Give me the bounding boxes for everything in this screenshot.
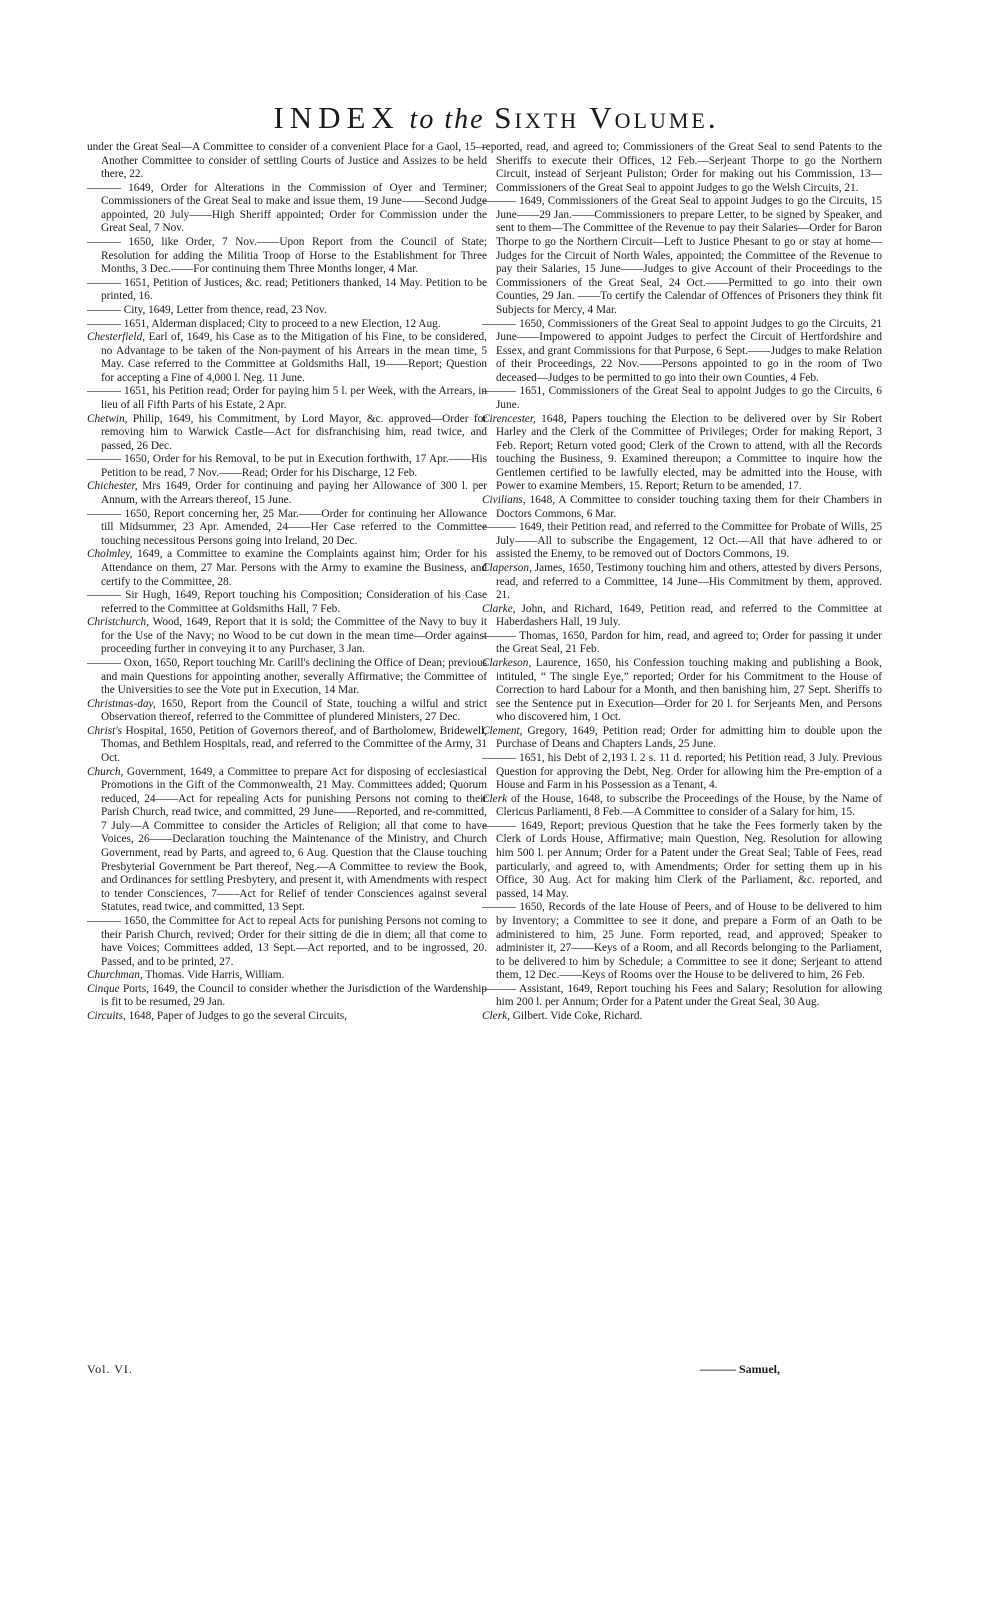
entry-headword: Cholmley, [87, 548, 133, 561]
entry-text: ——— 1650, Commissioners of the Great Seal to appoint Judges to go the Circuits, 21 June——Impowered to appoint Judges to perfect the Circuit of Hertfordshire and Essex, and grant Commissions for that Purpose, 6 Sept.——Judges to make Relation of their Proceedings, 22 Nov.——Persons appointed to go in the room of Two deceased—Judges to be permitted to go into their own Counties, 4 Feb. [482, 317, 882, 384]
to-the-text: to the [409, 104, 485, 135]
catchword: ——— Samuel, [700, 1362, 781, 1376]
entry-text: under the Great Seal—A Committee to consider of a convenient Place for a Gaol, 15—Another Committee to consider of settling Courts of Justice and Assizes to be held there, 22. [87, 141, 487, 181]
entry-text: ——— 1650, Order for his Removal, to be put in Execution forthwith, 17 Apr.——His Petition to be read, 7 Nov.——Read; Order for his Discharge, 12 Feb. [87, 453, 487, 479]
index-entry [482, 318, 882, 386]
entry-headword: Clarke, [482, 602, 516, 615]
index-entry [482, 793, 882, 820]
index-entry [482, 725, 882, 752]
entry-headword: Clarkeson, [482, 656, 532, 669]
index-entry [87, 453, 487, 480]
index-entry [482, 752, 882, 793]
index-entry [87, 548, 487, 589]
entry-text: 1649, a Committee to examine the Complaints against him; Order for his Attendance on them, 27 Mar. Persons with the Army to examine the Business, and certify to the Committee, 28. [101, 548, 487, 588]
entry-text: ——— 1650, Records of the late House of Peers, and of House to be delivered to him by Inventory; a Committee to see it done, and prepare a Form of an Oath to be administered to him, 25 June. Form reported, read, and approved; Speaker to administer it, 27——Keys of a Room, and all Records belonging to the Parliament, to be delivered to him by Schedule; a Committee to see it done; Serjeant to attend them, 12 Dec.——Keys of Rooms over the House to be delivered to him, 26 Feb. [482, 901, 882, 982]
index-entry [87, 236, 487, 277]
index-entry [482, 603, 882, 630]
entry-text: Government, 1649, a Committee to prepare Act for disposing of ecclesiastical Promotions in the Gift of the Commonwealth, 21 May. Committees added; Quorum reduced, 24——Act for repealing Acts for punishing Persons not coming to their Parish Church, read twice, and committed, 29 June——Reported, and re-committed, 7 July—A Committee to consider the Articles of Religion; all that come to have Voices, 26——Declaration touching the Maintenance of the Ministry, and Church Government, read by Parts, and agreed to, 6 Aug. Question that the Clause touching Presbyterial Government be Part thereof, Neg.—A Committee to review the Book, and Ordinances for settling Presbytery, and present it, with Amendments with respect to tender Consciences, 7——Act for Relief of tender Consciences against several Statutes, read twice, and committed, 13 Sept. [101, 765, 487, 914]
index-entry [482, 657, 882, 725]
index-entry [482, 630, 882, 657]
entry-text: Ports, 1649, the Council to consider whether the Jurisdiction of the Wardenship is fit to be resumed, 29 Jan. [101, 982, 487, 1009]
entry-headword: Christmas-day, [87, 697, 156, 710]
volume-title: Sixth Volume. [494, 100, 719, 135]
index-entry [87, 385, 487, 412]
entry-headword: Christ's [87, 724, 123, 737]
entry-text: ——— 1649, Report; previous Question that he take the Fees formerly taken by the Clerk of Lords House, Affirmative; main Question, Neg. Resolution for allowing him 500 l. per Annum; Order for a Patent under the Great Seal; Table of Fees, read particularly, and agreed to, with Amendments; Order for setting them up in his Office, 30 Aug. Act for making him Clerk of the Parliament, &c. reported, and passed, 14 May. [482, 819, 882, 900]
right-column [482, 141, 882, 1024]
entry-headword: Cirencester, [482, 412, 536, 425]
entry-headword: Churchman, [87, 969, 143, 982]
entry-headword: Chesterfield, [87, 331, 146, 344]
entry-text: ——— Thomas, 1650, Pardon for him, read, and agreed to; Order for passing it under the Great Seal, 21 Feb. [482, 629, 882, 656]
entry-text: reported, read, and agreed to; Commissioners of the Great Seal to send Patents to the Sheriffs to execute their Offices, 12 Feb.—Serjeant Thorpe to go the Northern Circuit, instead of Serjeant Puliston; Order for making out his Commission, 13—Commissioners of the Great Seal to appoint Judges to go the Welsh Circuits, 21. [482, 141, 882, 194]
entry-text: 1648, Papers touching the Election to be delivered over by Sir Robert Harley and the Clerk of the Committee of Privileges; Order for making Report, 3 Feb. Report; Return voted good; Clerk of the Crown to attend, with all the Records touching the Business, 9. Examined thereupon; a Committee to inquire how the Gentlemen certified to be lawfully elected, may be admitted into the House, with Power to examine Members, 15. Report; Return to be amended, 17. [496, 412, 882, 493]
entry-text: ——— 1649, Order for Alterations in the Commission of Oyer and Terminer; Commissioners of the Great Seal to make and issue them, 19 June——Second Judge appointed, 20 July——High Sheriff appointed; Order for Commission under the Great Seal, 7 Nov. [87, 181, 487, 235]
index-entry [482, 195, 882, 317]
index-entry [87, 616, 487, 657]
index-entry [87, 508, 487, 549]
index-entry [87, 277, 487, 304]
page-header [0, 100, 992, 136]
entry-text: ——— Oxon, 1650, Report touching Mr. Carill's declining the Office of Dean; previous and main Questions for appointing another, severally Affirmative; the Committee of the Universities to see the Vote put in Execution, 14 Mar. [87, 656, 487, 697]
entry-headword: Cinque [87, 982, 120, 995]
index-entry [482, 385, 882, 412]
entry-text: ——— 1650, Report concerning her, 25 Mar.——Order for continuing her Allowance till Midsummer, 23 Apr. Amended, 24——Her Case referred to the Committee touching necessitous Persons going into Ireland, 20 Dec. [87, 507, 487, 547]
entry-headword: Chetwin, [87, 412, 128, 425]
index-entry [482, 413, 882, 494]
index-entry [482, 1010, 882, 1024]
entry-headword: Clerk, [482, 1010, 510, 1022]
entry-text: Gregory, 1649, Petition read; Order for admitting him to double upon the Purchase of Deans and Chapters Lands, 25 June. [496, 724, 882, 751]
entry-text: John, and Richard, 1649, Petition read, and referred to the Committee at Haberdashers Hall, 19 July. [496, 602, 882, 629]
entry-text: Laurence, 1650, his Confession touching making and publishing a Book, intituled, “ The single Eye,” reported; Order for his Commitment to the House of Correction to hard Labour for a Month, and then banishing him, 27 Sept. Sheriffs to see the Sentence put in Execution—Order for 20 l. for Serjeants Men, and Persons who discovered him, 1 Oct. [496, 656, 882, 724]
index-entry [87, 766, 487, 915]
index-entry [87, 413, 487, 454]
entry-text: ——— 1650, like Order, 7 Nov.——Upon Report from the Council of State; Resolution for adding the Militia Troop of Horse to the Establishment for Three Months, 3 Dec.——For continuing them Three Months longer, 4 Mar. [87, 236, 487, 276]
index-entry [87, 182, 487, 236]
entry-text: Gilbert. Vide Coke, Richard. [509, 1010, 643, 1022]
entry-text: Philip, 1649, his Commitment, by Lord Mayor, &c. approved—Order for removing him to Warwick Castle—Act for disfranchising him, read twice, and passed, 26 Dec. [101, 412, 487, 452]
entry-text: ——— 1651, his Debt of 2,193 l. 2 s. 11 d. reported; his Petition read, 3 July. Previous Question for approving the Debt, Neg. Order for allowing him the Pre-emption of a House and Farm in his Possession as a Tenant, 4. [482, 752, 882, 792]
index-entry [87, 915, 487, 969]
entry-text: 1648, Paper of Judges to go the several Circuits, [125, 1010, 348, 1022]
entry-text: 1650, Report from the Council of State, touching a wilful and strict Observation thereof, referred to the Committee of plundered Ministers, 27 Dec. [101, 697, 487, 724]
index-entry [482, 983, 882, 1010]
index-entry [482, 901, 882, 982]
index-entry [87, 331, 487, 385]
index-entry [482, 141, 882, 195]
index-entry [87, 969, 487, 983]
entry-text: ——— 1649, Commissioners of the Great Seal to appoint Judges to go the Circuits, 15 June——29 Jan.——Commissioners to prepare Letter, to be signed by Speaker, and sent to them—The Committee of the Revenue to pay their Salaries—Order for Baron Thorpe to go the Northern Circuit—Left to Justice Phesant to go or stay at home—Judges for the Circuit of North Wales, appointed; the Committee of the Revenue to pay their Salaries, 15 June——Judges to give Account of their Proceedings to the Commissioners of the Great Seal, 24 Oct.——Permitted to go into their own Counties, 29 Jan. ——To certify the Calendar of Offences of Prisoners they think fit Subjects for Mercy, 4 Mar. [482, 195, 882, 316]
left-column [87, 141, 487, 1024]
entry-text: ——— 1651, Alderman displaced; City to proceed to a new Election, 12 Aug. [87, 317, 441, 330]
entry-text: ——— 1651, Petition of Justices, &c. read; Petitioners thanked, 14 May. Petition to be printed, 16. [87, 276, 487, 303]
entry-text: James, 1650, Testimony touching him and others, attested by divers Persons, read, and referred to a Committee, 14 June—His Commitment by them, approved. 21. [496, 561, 882, 602]
entry-headword: Chichester, [87, 480, 138, 493]
entry-text: of the House, 1648, to subscribe the Proceedings of the House, by the Name of Clericus Parliamenti, 8 Feb.—A Committee to consider of a Salary for him, 15. [496, 792, 882, 819]
entry-text: ——— 1651, his Petition read; Order for paying him 5 l. per Week, with the Arrears, in lieu of all Fifth Parts of his Estate, 2 Apr. [87, 385, 487, 411]
entry-text: ——— 1649, their Petition read, and referred to the Committee for Probate of Wills, 25 July——All to subscribe the Engagement, 12 Oct.—All that have adhered to or assisted the Enemy, to be removed out of Doctors Commons, 19. [482, 521, 882, 561]
index-entry [87, 1010, 487, 1024]
index-entry [87, 480, 487, 507]
index-entry [87, 725, 487, 766]
entry-text: Mrs 1649, Order for continuing and paying her Allowance of 300 l. per Annum, with the Arrears thereof, 15 June. [101, 480, 487, 507]
entry-text: ——— Assistant, 1649, Report touching his Fees and Salary; Resolution for allowing him 200 l. per Annum; Order for a Patent under the Great Seal, 30 Aug. [482, 982, 882, 1009]
entry-headword: Church, [87, 765, 124, 778]
entry-text: Hospital, 1650, Petition of Governors thereof, and of Bartholomew, Bridewell, Thomas, and Bethlem Hospitals, read, and referred to the Committee of the Army, 31 Oct. [101, 724, 487, 765]
entry-text: ——— Sir Hugh, 1649, Report touching his Composition; Consideration of his Case referred to the Committee at Goldsmiths Hall, 7 Feb. [87, 589, 487, 615]
entry-text: Earl of, 1649, his Case as to the Mitigation of his Fine, to be considered, no Advantage to be taken of the Non-payment of his Arrears in the mean time, 5 May. Case referred to the Committee at Goldsmiths Hall, 19——Report; Question for accepting a Fine of 4,000 l. Neg. 11 June. [101, 331, 487, 384]
entry-headword: Clement, [482, 724, 523, 737]
entry-headword: Circuits, [87, 1010, 126, 1022]
index-heading: INDEX [273, 100, 400, 135]
entry-headword: Civilians, [482, 494, 526, 507]
volume-signature: Vol. VI. [87, 1362, 133, 1376]
index-entry [482, 820, 882, 901]
entry-text: Thomas. Vide Harris, William. [142, 969, 285, 982]
index-entry [87, 698, 487, 725]
index-entry [87, 657, 487, 698]
entry-text: ——— City, 1649, Letter from thence, read, 23 Nov. [87, 303, 327, 316]
entry-headword: Christchurch, [87, 616, 150, 629]
index-entry [87, 304, 487, 318]
entry-headword: Claperson, [482, 561, 532, 574]
entry-text: ——— 1651, Commissioners of the Great Seal to appoint Judges to go the Circuits, 6 June. [482, 385, 882, 411]
entry-text: 1648, A Committee to consider touching taxing them for their Chambers in Doctors Commons, 6 Mar. [496, 494, 882, 520]
index-entry [482, 521, 882, 562]
entry-text: Wood, 1649, Report that it is sold; the Committee of the Navy to buy it for the Use of the Navy; no Wood to be cut down in the mean time—Order against proceeding further in conveying it to any Purchaser, 3 Jan. [101, 616, 487, 656]
entry-text: ——— 1650, the Committee for Act to repeal Acts for punishing Persons not coming to their Parish Church, revived; Order for their sitting de die in diem; all that come to have Voices; Committees added, 13 Sept.—Act reported, and to be ingrossed, 20. Passed, and to be printed, 27. [87, 914, 487, 968]
index-entry [482, 494, 882, 521]
index-entry [87, 589, 487, 616]
entry-headword: Clerk [482, 792, 508, 805]
index-entry [87, 983, 487, 1010]
index-entry [87, 141, 487, 182]
index-entry [87, 318, 487, 332]
index-entry [482, 562, 882, 603]
